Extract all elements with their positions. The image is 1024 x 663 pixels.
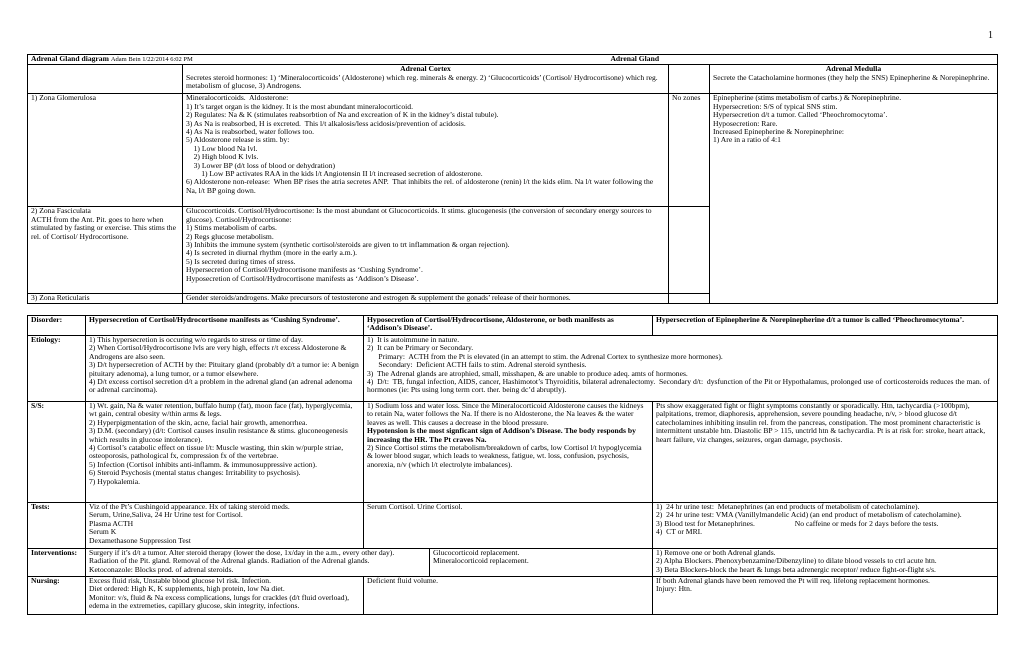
text-line: 3) The Adrenal glands are atrophied, small, misshapen, & are unable to produce adeq. amts of hormones.	[367, 368, 688, 378]
cushing-interventions	[86, 549, 430, 577]
text-line: 3) Blood test for Metanephrines. No caffeine or meds for 2 days before the tests.	[656, 518, 939, 528]
label-etiology: Etiology:	[28, 336, 86, 402]
text-line: Radiation of the Pit. gland. Removal of the Adrenal glands. Radiation of the Adrenal glands.	[89, 556, 370, 566]
label-disorder: Disorder:	[28, 316, 86, 336]
diagram-meta: Adam Bein 1/22/2014 6:02 PM	[110, 56, 193, 63]
text-line: Increased Epinepherine & Norepinephrine:	[713, 127, 844, 137]
text-line: Glucocorticoid replacement.	[433, 548, 520, 557]
addison-interventions	[430, 549, 653, 577]
medulla-header: Adrenal Medulla	[825, 64, 882, 74]
medulla-content	[710, 94, 998, 304]
cushing-tests	[86, 503, 364, 549]
text-line: 1) Low blood Na lvl.	[186, 143, 258, 153]
text-line: 1) It’s target organ is the kidney. It is the most abundant mineralocorticoid.	[186, 101, 413, 111]
medulla-intro: Secrete the Catacholamine hormones (they help the SNS) Epinepherine & Norepinephrine.	[713, 72, 990, 82]
text-line: Injury: Htn.	[656, 584, 692, 594]
text-line: Ketoconazole: Blocks prod. of adrenal steroids.	[89, 564, 234, 574]
text-line: 1) Remove one or both Adrenal glands.	[656, 548, 776, 557]
text-line: 3) As Na is reabsorbed, H is excreted. This l/t alkalosis/less acidosis/prevention of acidosis.	[186, 118, 466, 128]
pheo-interventions	[653, 549, 998, 577]
text-line: Hyposecretion: Rare.	[713, 118, 778, 128]
zone-fasciculata-label	[28, 207, 183, 294]
text-line: 1) Low BP activates RAA in the kids l/t Angiotensin II l/t increased secretion of aldosterone.	[186, 169, 483, 179]
adrenal-gland-heading: Adrenal Gland	[610, 54, 660, 63]
cortex-intro: Secretes steroid hormones: 1) ‘Mineralocorticoids’ (Aldosterone) which reg. minerals & energy. 2) ‘Glucocorticoids’ (Cortisol/ Hydrocortisone) which reg. metabolism of glucose, 3) Androgens.	[186, 72, 658, 91]
addison-ss	[364, 402, 653, 503]
text-line: 3) D/t hypersecretion of ACTH by the: Pituitary gland (probably d/t a tumor ie: A benign pituitary adenoma), a lung tumor, or a tumor elsewhere.	[89, 360, 359, 378]
text-line: 5) Is secreted during times of stress.	[186, 256, 296, 266]
text-line: 1) Wt. gain, Na & water retention, buffalo hump (fat), moon face (fat), hyperglycemia, wt gain, central obesity w/thin arms & legs.	[89, 401, 353, 419]
text-line: Mineralocorticoids. Aldosterone:	[186, 93, 289, 103]
text-line: Primary: ACTH from the Pt is elevated (in an attempt to stim. the Adrenal Cortex to synthesize more hormones).	[367, 351, 723, 361]
addison-nursing: Deficient fluid volume.	[364, 577, 653, 615]
cushing-nursing	[86, 577, 364, 615]
text-line: 4) As Na is reabsorbed, water follows too.	[186, 127, 315, 137]
text-line: 1) This hypersecretion is occuring w/o regards to stress or time of day.	[89, 335, 303, 344]
pheo-tests	[653, 503, 998, 549]
empty-cell	[669, 65, 710, 94]
page-number: 1	[988, 30, 993, 41]
text-line: 2) High blood K lvls.	[186, 152, 259, 162]
cortex-intro-cell	[183, 65, 669, 94]
addison-title: Hyposecretion of Cortisol/Hydrocortisone, Aldosterone, or both manifests as ‘Addison’s Disease’.	[364, 316, 653, 336]
zone-fasciculata-content	[183, 207, 669, 294]
addison-etiology	[364, 336, 998, 402]
text-line: Excess fluid risk, Unstable blood glucose lvl risk. Infection.	[89, 576, 272, 585]
text-line: Diet ordered: High K, K supplements, high protein, low Na diet.	[89, 584, 285, 594]
pheo-ss: Pts show exaggerated fight or flight symptoms constantly or sporadically. Htn, tachycardia (>100bpm), palpitations, tremor, diaphoresis, apprehension, severe pounding headache, n/v, > blood glucose d/t catecholamines inhibiting insulin rel. from the pancreas, constipation. The most prominent characteristic is intermittent unstable htn. Diastolic BP > 115, unctrld htn & tachycardia. Pt is at risk for: stroke, heart attack, heart failure, viz changes, seizures, organ damage, psychosis.	[653, 402, 998, 503]
text-line: Hyposecretion of Cortisol/Hydrocortisone manifests as ‘Addison’s Disease’.	[186, 273, 419, 283]
text-line: If both Adrenal glands have been removed the Pt will req. lifelong replacement hormones.	[656, 576, 930, 585]
text-line: 2) Since Cortisol stims the metabolism/breakdown of carbs, low Cortisol l/t hypoglycemia & lower blood sugar, which leads to weakness, fatigue, wt. loss, confusion, psychosis, anorexia, n/v (which l/t electrolyte imbalances).	[367, 443, 642, 469]
cushing-title: Hypersecretion of Cortisol/Hydrocortisone manifests as ‘Cushing Syndrome’.	[86, 316, 364, 336]
text-line: Epinepherine (stims metabolism of carbs.) & Norepinephrine.	[713, 93, 902, 103]
text-line: 1) Are in a ratio of 4:1	[713, 135, 781, 145]
text-line: Surgery if it’s d/t a tumor. Alter steroid therapy (lower the dose, 1x/day in the a.m., every other day).	[89, 548, 395, 557]
pheo-title: Hypersecretion of Epinepherine & Norepinepherine d/t a tumor is called ‘Pheochromocytoma’.	[653, 316, 998, 336]
text-line: 2) Hyperpigmentation of the skin, acne, facial hair growth, amenorrhea.	[89, 417, 308, 427]
text-line: Hypersecretion of Cortisol/Hydrocortisone manifests as ‘Cushing Syndrome’.	[186, 265, 423, 275]
text-line: Hypersecretion d/t a tumor. Called ‘Pheochromocytoma’.	[713, 110, 888, 120]
text-line: Monitor: v/s, fluid & Na excess complications, lungs for crackles (d/t fluid overload), edema in the extremeties, capillary glucose, skin integrity, infections.	[89, 592, 350, 611]
text-line: Serum K	[89, 527, 117, 537]
text-line: 7) Hypokalemia.	[89, 476, 141, 486]
text-line: 6) Steroid Psychosis (mental status changes: Irritability to psychosis).	[89, 468, 301, 478]
text-line: Glucocorticoids. Cortisol/Hydrocortisone: Is the most abundant ot Glucocorticoids. It stims. glucogenesis (the conversion of secondary energy sources to glucose). Cortisol/Hydrocortisone:	[186, 206, 652, 224]
zone-glomerulosa-label: 1) Zona Glomerulosa	[28, 94, 183, 207]
text-line: 4) D/t: TB, fungal infection, AIDS, cancer, Hashimotot’s Thyroiditis, bilateral adrenalectomy. Secondary d/t: dysfunction of the Pit or Hypothalamus, prolonged use of corticosteroids reduces the man. of hormones (ie: Pts using long term cort. ther. being dc’d abruptly).	[367, 377, 992, 395]
text-line: Viz of the Pt’s Cushingoid appearance. Hx of taking steroid meds.	[89, 502, 290, 511]
label-nursing: Nursing:	[28, 577, 86, 615]
label-ss: S/S:	[28, 402, 86, 503]
text-line: 2) It can be Primary or Secondary.	[367, 343, 474, 353]
text-line: 3) Inhibits the immune system (synthetic cortisol/steroids are given to trt inflammation & organ rejection).	[186, 240, 510, 250]
medulla-intro-cell	[710, 65, 998, 94]
text-line: 4) Is secreted in diurnal rhythm (more in the early a.m.).	[186, 248, 358, 258]
text-line: 6) Aldosterone non-release: When BP rises the atria secretes ANP. That inhibits the rel. of aldosterone (renin) l/t the kids elim. Na l/t water following the Na, l/t BP going down.	[186, 177, 656, 195]
diagram-title: Adrenal Gland diagram	[31, 54, 109, 63]
text-line: 2) Regs glucose metabolism.	[186, 231, 274, 241]
diagram-title-row	[28, 55, 998, 65]
text-line: Dexamethasone Suppression Test	[89, 535, 191, 545]
no-zones-cell: No zones	[669, 94, 710, 207]
text-line: 3) Beta Blockers-block the heart & lungs beta adrenergic receptor/ reduce fight-or-flight s/s.	[656, 564, 936, 574]
empty-cell	[669, 294, 710, 304]
text-line: Serum, Urine,Saliva, 24 Hr Urine test for Cortisol.	[89, 510, 243, 520]
cortex-header: Adrenal Cortex	[400, 64, 451, 74]
text-line: 2) Regulates: Na & K (stimulates reabsorbtion of Na and excreation of K in the kidney’s distal tubule).	[186, 110, 499, 120]
text-line: 5) Infection (Cortisol inhibits anti-inflamm. & immunosuppressive action).	[89, 459, 317, 469]
disorders-table	[27, 315, 998, 615]
text-line: 1) 24 hr urine test: Metanephrines (an end products of metabolism of catecholamine).	[656, 502, 920, 511]
text-line: Hypersecretion: S/S of typical SNS stim.	[713, 101, 838, 111]
adrenal-gland-table	[27, 54, 998, 304]
zone-glomerulosa-content	[183, 94, 669, 207]
text-line: 2) When Cortisol/Hydrocortisone lvls are very high, effects r/t excess Aldosterone & Androgens are also seen.	[89, 343, 347, 361]
text-line: Plasma ACTH	[89, 518, 134, 528]
text-line: Hypotension is the most signficant sign of Addison’s Disease. The body responds by increasing the HR. The Pt craves Na.	[367, 426, 636, 444]
text-line: 4) CT or MRI.	[656, 527, 703, 537]
addison-tests: Serum Cortisol. Urine Cortisol.	[364, 503, 653, 549]
text-line: 4) Cortisol’s catabolic effect on tissue l/t: Muscle wasting, thin skin w/purple striae, osteoporosis, pathological fx, compression fx of the vertebrae.	[89, 443, 344, 461]
text-line: 3) Lower BP (d/t loss of blood or dehydration)	[186, 160, 336, 170]
text-line: 1) Sodium loss and water loss. Since the Mineralocorticoid Aldosterone causes the kidneys to retain Na, water follows the Na. If there is no Aldosterone, the Na leaves & the water leaves as well. This causes a decrease in the blood pressure.	[367, 401, 644, 427]
text-line: 2) 24 hr urine test: VMA (Vanillylmandelic Acid) (an end product of metabolism of catecholamine).	[656, 510, 962, 520]
label-interventions: Interventions:	[28, 549, 86, 577]
zone-reticularis-label: 3) Zona Reticularis	[28, 294, 183, 304]
text-line: 1) Stims metabolism of carbs.	[186, 223, 277, 233]
text-line: 3) D.M. (secondary) (d/t: Cortisol causes insulin resistance & stims. gluconeogenesis which results in glucose intolerance).	[89, 426, 348, 444]
cushing-etiology	[86, 336, 364, 402]
zone-reticularis-content: Gender steroids/androgens. Make precursors of testosterone and estrogen & supplement the gonads’ release of their hormones.	[183, 294, 669, 304]
empty-cell	[28, 65, 183, 94]
cushing-ss	[86, 402, 364, 503]
text-line: Mineralocorticoid replacement.	[433, 556, 529, 566]
text-line: 4) D/t excess cortisol secretion d/t a problem in the adrenal gland (an adrenal adenoma or adrenal carcinoma).	[89, 377, 353, 395]
text-line: 2) Alpha Blockers. Phenoxybenzamine/Dibenzyline) to dilate blood vessels to ctrl acute htn.	[656, 556, 937, 566]
text-line: 5) Aldosterone release is stim. by:	[186, 135, 290, 145]
text-line: Secondary: Deficient ACTH fails to stim. Adrenal steroid synthesis.	[367, 360, 587, 370]
zone-fasciculata-name: 2) Zona Fasciculata	[31, 206, 91, 216]
label-tests: Tests:	[28, 503, 86, 549]
pheo-nursing	[653, 577, 998, 615]
zone-fasciculata-note: ACTH from the Ant. Pit. goes to here when stimulated by fasting or exercise. This stims the rel. of Cortisol/ Hydrocortisone.	[31, 214, 176, 241]
empty-cell	[669, 207, 710, 294]
text-line: 1) It is autoimmune in nature.	[367, 335, 460, 344]
